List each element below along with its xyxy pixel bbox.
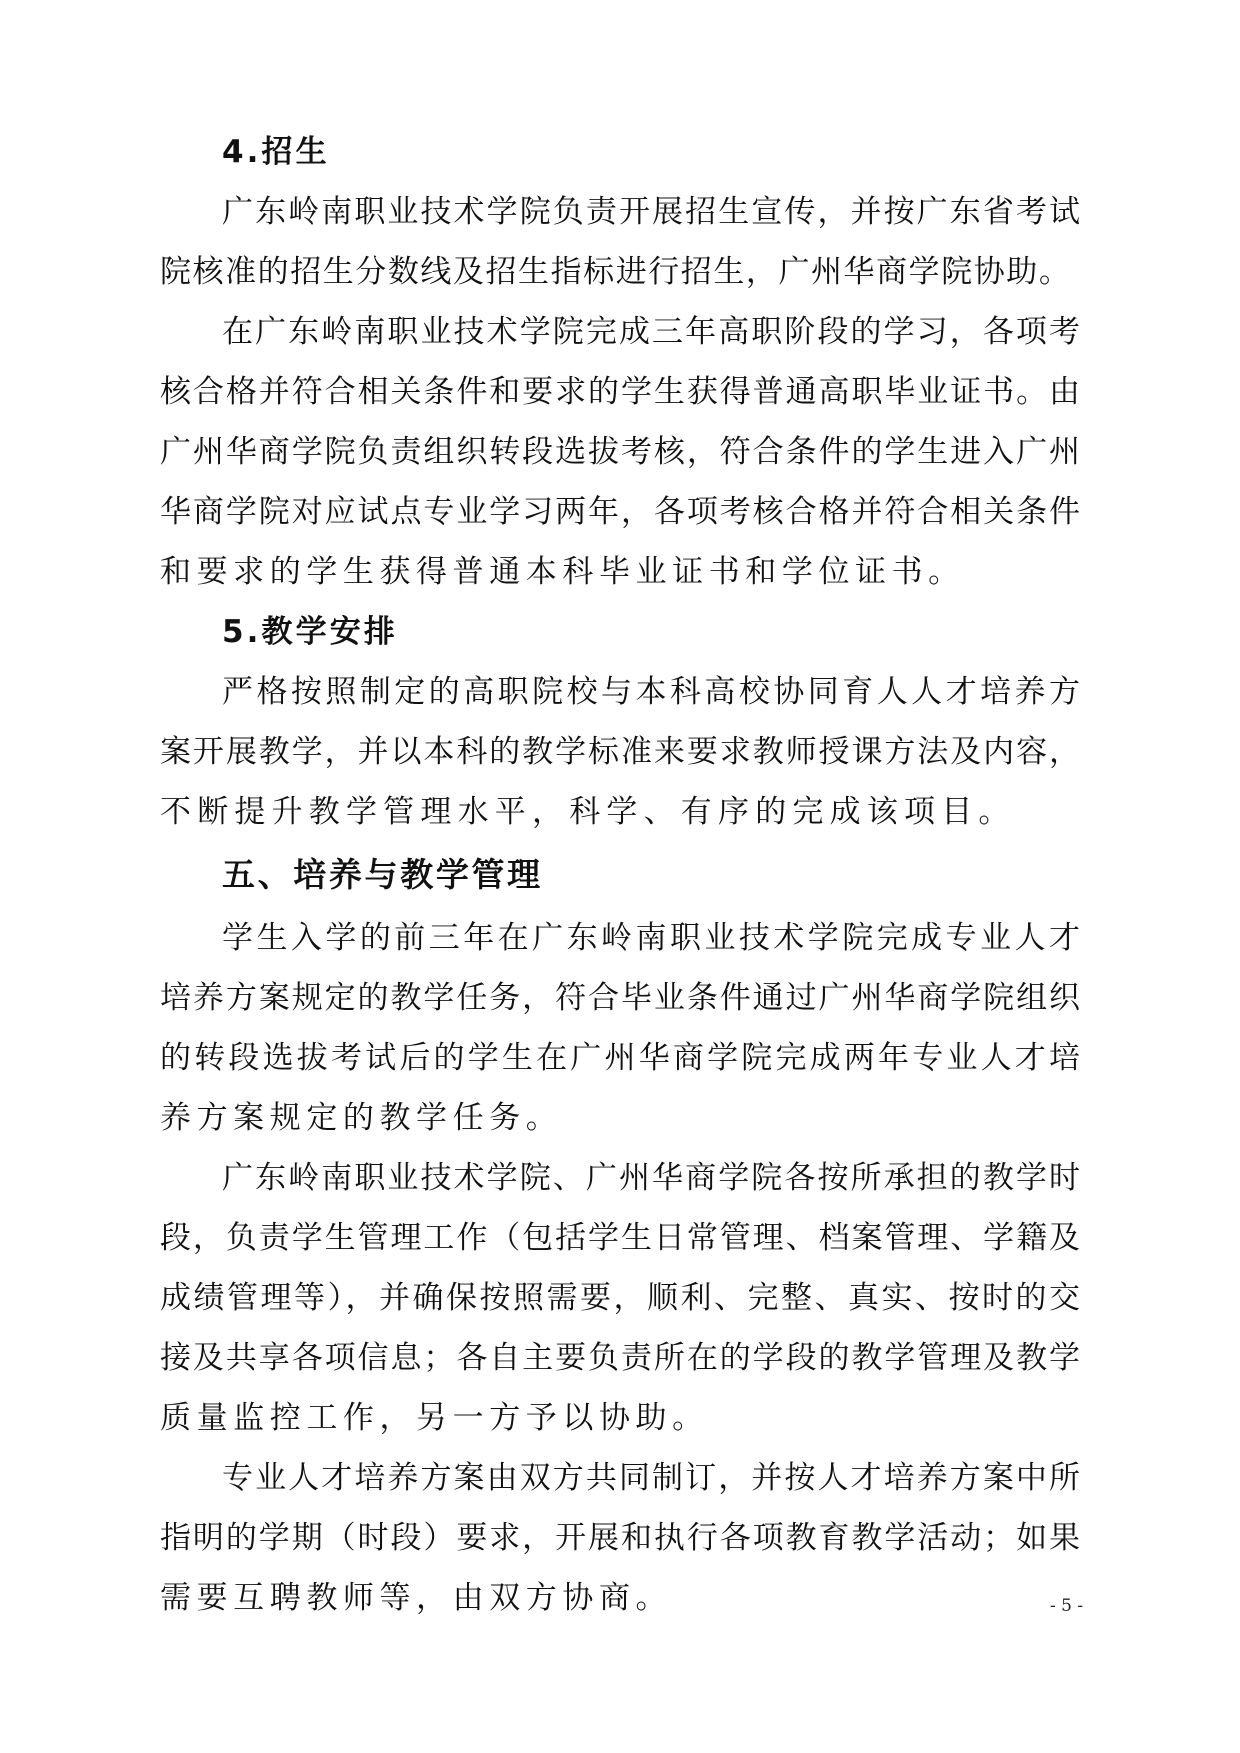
text-line: 广东岭南职业技术学院、广州华商学院各按所承担的教学时 [222,1160,1080,1196]
section-5-paragraph-3 [160,1448,1080,1628]
text-line: 指明的学期（时段）要求，开展和执行各项教育教学活动；如果 [160,1520,1080,1556]
enrollment-heading: 4.招生 [222,134,330,170]
teaching-paragraph-1 [160,662,1080,842]
text-line: 学生入学的前三年在广东岭南职业技术学院完成专业人才 [222,920,1080,956]
text-line: 培养方案规定的教学任务，符合毕业条件通过广州华商学院组织 [160,980,1080,1016]
text-line: 质量监控工作，另一方予以协助。 [160,1400,709,1436]
enrollment-paragraph-1 [160,182,1080,302]
text-line: 接及共享各项信息；各自主要负责所在的学段的教学管理及教学 [160,1340,1080,1376]
text-line: 不断提升教学管理水平，科学、有序的完成该项目。 [160,794,1016,830]
text-line: 华商学院对应试点专业学习两年，各项考核合格并符合相关条件 [160,494,1080,530]
section-5-paragraph-2 [160,1148,1080,1448]
text-line: 院核准的招生分数线及招生指标进行招生，广州华商学院协助。 [160,254,1072,290]
text-line: 养方案规定的教学任务。 [160,1100,563,1136]
text-line: 成绩管理等），并确保按照需要，顺利、完整、真实、按时的交 [160,1280,1080,1316]
text-line: 专业人才培养方案由双方共同制订，并按人才培养方案中所 [222,1460,1080,1496]
section-5-paragraph-1 [160,908,1080,1148]
teaching-heading: 5.教学安排 [222,614,398,650]
text-line: 广东岭南职业技术学院负责开展招生宣传，并按广东省考试 [222,194,1080,230]
text-line: 段，负责学生管理工作（包括学生日常管理、档案管理、学籍及 [160,1220,1080,1256]
document-page [160,122,1080,1628]
text-line: 的转段选拔考试后的学生在广州华商学院完成两年专业人才培 [160,1040,1080,1076]
text-line: 严格按照制定的高职院校与本科高校协同育人人才培养方 [222,674,1080,710]
text-line: 和要求的学生获得普通本科毕业证书和学位证书。 [160,554,965,590]
text-line: 核合格并符合相关条件和要求的学生获得普通高职毕业证书。由 [160,374,1080,410]
section-5-heading: 五、培养与教学管理 [222,855,543,894]
enrollment-paragraph-2 [160,302,1080,602]
text-line: 案开展教学，并以本科的教学标准来要求教师授课方法及内容， [160,734,1080,770]
text-line: 在广东岭南职业技术学院完成三年高职阶段的学习，各项考 [222,314,1080,350]
text-line: 广州华商学院负责组织转段选拔考核，符合条件的学生进入广州 [160,434,1080,470]
text-line: 需要互聘教师等，由双方协商。 [160,1580,673,1616]
page-number: - 5 - [1050,1596,1084,1616]
